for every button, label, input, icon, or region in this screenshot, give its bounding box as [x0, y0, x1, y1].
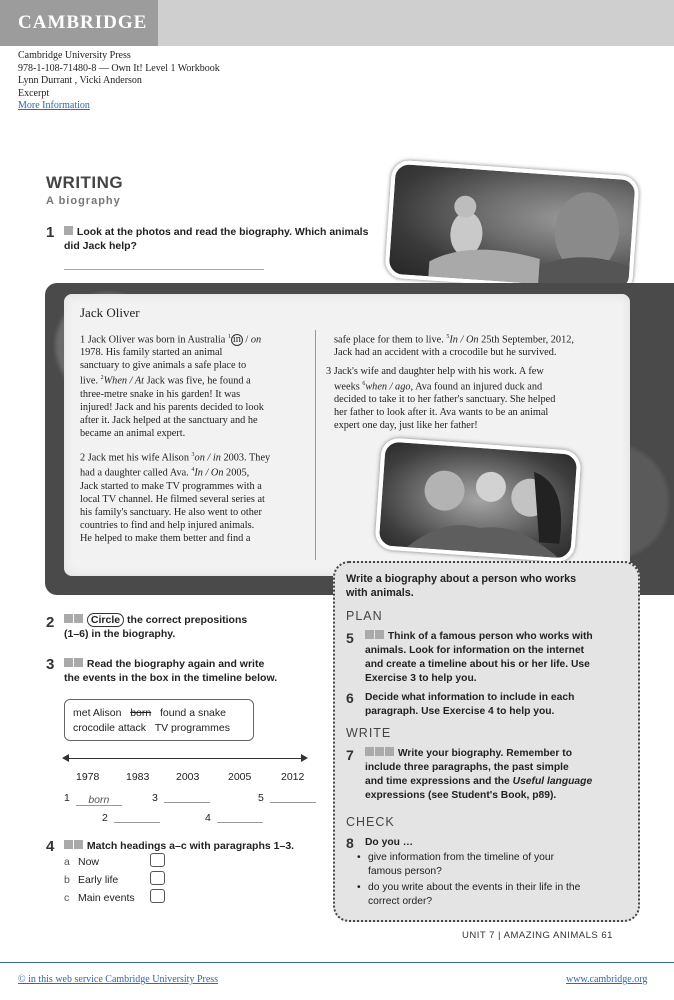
year-1983: 1983 — [126, 771, 150, 783]
timeline-slot-4[interactable]: 4 — [205, 812, 263, 824]
check-bullet-1: • give information from the timeline of your famous person? — [368, 851, 623, 879]
ex5-instruction: Think of a famous person who works with animals. Look for information on the internet and create a timeline about his or her life. Use Exercise 3 to help you. — [365, 631, 593, 684]
photo1-art — [388, 164, 640, 295]
year-2003: 2003 — [176, 771, 200, 783]
photo-man-with-monkey — [384, 159, 640, 294]
ex3-number: 3 — [46, 656, 55, 673]
timeline-slot-5[interactable]: 5 — [258, 792, 316, 804]
paragraph-1: 1 Jack Oliver was born in Australia $^1$ in / on 1978. His family started an animal sanctuary to give animals a safe place to live. $^2$When / At Jack was five, he found a three-metre snake in his garden! It was injured! Jack and his parents decided to look after it. Jack helped at the sanctuary and he became an animal expert. — [80, 334, 264, 439]
photo2-art — [378, 441, 582, 562]
timeline — [66, 758, 304, 759]
ex6-number: 6 — [346, 690, 354, 706]
star-icon — [64, 614, 73, 623]
timeline-slot-3[interactable]: 3 — [152, 792, 210, 804]
check-bullet-2: • do you write about the events in their life in the correct order? — [368, 881, 623, 909]
ex1-answer-line[interactable] — [64, 269, 264, 270]
ex1-line2: did Jack help? — [64, 240, 137, 252]
heading-c-box[interactable] — [150, 889, 165, 903]
year-2005: 2005 — [228, 771, 252, 783]
ex7-instruction: Write your biography. Remember to include three paragraphs, the past simple and time expressions and the Useful language expressions (see Student's Book, p89). — [365, 748, 593, 801]
paragraph-2-continued: safe place for them to live. $^5$In / On 25th September, 2012, Jack had an accident with a crocodile but he survived. — [334, 334, 574, 359]
check-heading: CHECK — [346, 815, 395, 829]
ex7-number: 7 — [346, 747, 354, 763]
section-title: WRITING — [46, 173, 124, 192]
star-icon — [74, 658, 83, 667]
year-1978: 1978 — [76, 771, 100, 783]
book-meta — [18, 50, 220, 113]
cambridge-logo — [0, 0, 158, 46]
ex8-number: 8 — [346, 835, 354, 851]
heading-a: a Now — [64, 856, 100, 868]
heading-a-box[interactable] — [150, 853, 165, 867]
star-icon — [74, 840, 83, 849]
timeline-slot-2[interactable]: 2 — [102, 812, 160, 824]
biography-title: Jack Oliver — [80, 305, 140, 320]
star-icon — [64, 226, 73, 235]
authors: Lynn Durrant , Vicki Anderson — [18, 75, 142, 86]
more-information-link[interactable]: More Information — [18, 100, 90, 111]
star-icon — [375, 630, 384, 639]
heading-b: b Early life — [64, 874, 119, 886]
star-icon — [385, 747, 394, 756]
events-word-box: met Alison born found a snake crocodile attack TV programmes — [64, 699, 254, 741]
ex3-instruction: Read the biography again and write the events in the box in the timeline below. — [64, 658, 278, 684]
publisher: Cambridge University Press — [18, 50, 131, 61]
ex4-instruction: Match headings a–c with paragraphs 1–3. — [64, 839, 334, 853]
timeline-arrow-right — [301, 754, 308, 762]
paragraph-2: 2 Jack met his wife Alison $^3$on / in 2003. They had a daughter called Ava. $^4$In / On 2005, Jack started to make TV programmes with a local TV channel. He filmed several series at his family's sanctuary. He also went to other countries to find and help injured animals. He helped to make them better and find a — [80, 452, 271, 544]
paragraph-3: 3 Jack's wife and daughter help with his work. A few weeks $^6$when / ago, Ava found an injured duck and decided to take it to her father's sanctuary. She helped her father to look after it. Ava wants to be an animal expert one day, just like her father! — [326, 366, 556, 432]
heading-c: c Main events — [64, 892, 135, 904]
unit-page-label: UNIT 7 | AMAZING ANIMALS 61 — [462, 930, 613, 941]
star-icon — [375, 747, 384, 756]
copyright-link[interactable]: © in this web service Cambridge University Press — [18, 974, 219, 985]
star-icon — [365, 630, 374, 639]
heading-b-box[interactable] — [150, 871, 165, 885]
circle-word: Circle — [87, 613, 124, 627]
section-subtitle: A biography — [46, 195, 121, 207]
ex8-title: Do you … — [365, 837, 414, 848]
task-intro: Write a biography about a person who works with animals. — [346, 573, 577, 599]
ex5-number: 5 — [346, 630, 354, 646]
write-heading: WRITE — [346, 726, 392, 740]
star-icon — [365, 747, 374, 756]
column-divider — [315, 330, 316, 560]
ex2-number: 2 — [46, 614, 55, 631]
star-icon — [64, 658, 73, 667]
ex1-instruction — [64, 225, 380, 253]
ex2-instruction: Circle the correct prepositions (1–6) in the biography. — [64, 614, 248, 640]
star-icon — [74, 614, 83, 623]
ex1-number: 1 — [46, 224, 55, 241]
ex1-line1: Look at the photos and read the biography. Which animals — [76, 226, 369, 238]
ex4-number: 4 — [46, 838, 55, 855]
excerpt-label: Excerpt — [18, 87, 50, 99]
plan-heading: PLAN — [346, 609, 383, 623]
isbn-title: 978-1-108-71480-8 — Own It! Level 1 Workbook — [18, 62, 220, 74]
photo-family — [374, 437, 581, 563]
star-icon — [64, 840, 73, 849]
ex6-instruction: Decide what information to include in each paragraph. Use Exercise 4 to help you. — [365, 692, 575, 717]
year-2012: 2012 — [281, 771, 305, 783]
logo-text: CAMBRIDGE — [18, 12, 148, 33]
cambridge-website-link[interactable]: www.cambridge.org — [566, 974, 648, 985]
timeline-slot-1[interactable]: 1 born — [64, 792, 122, 806]
footer-rule — [0, 962, 674, 963]
